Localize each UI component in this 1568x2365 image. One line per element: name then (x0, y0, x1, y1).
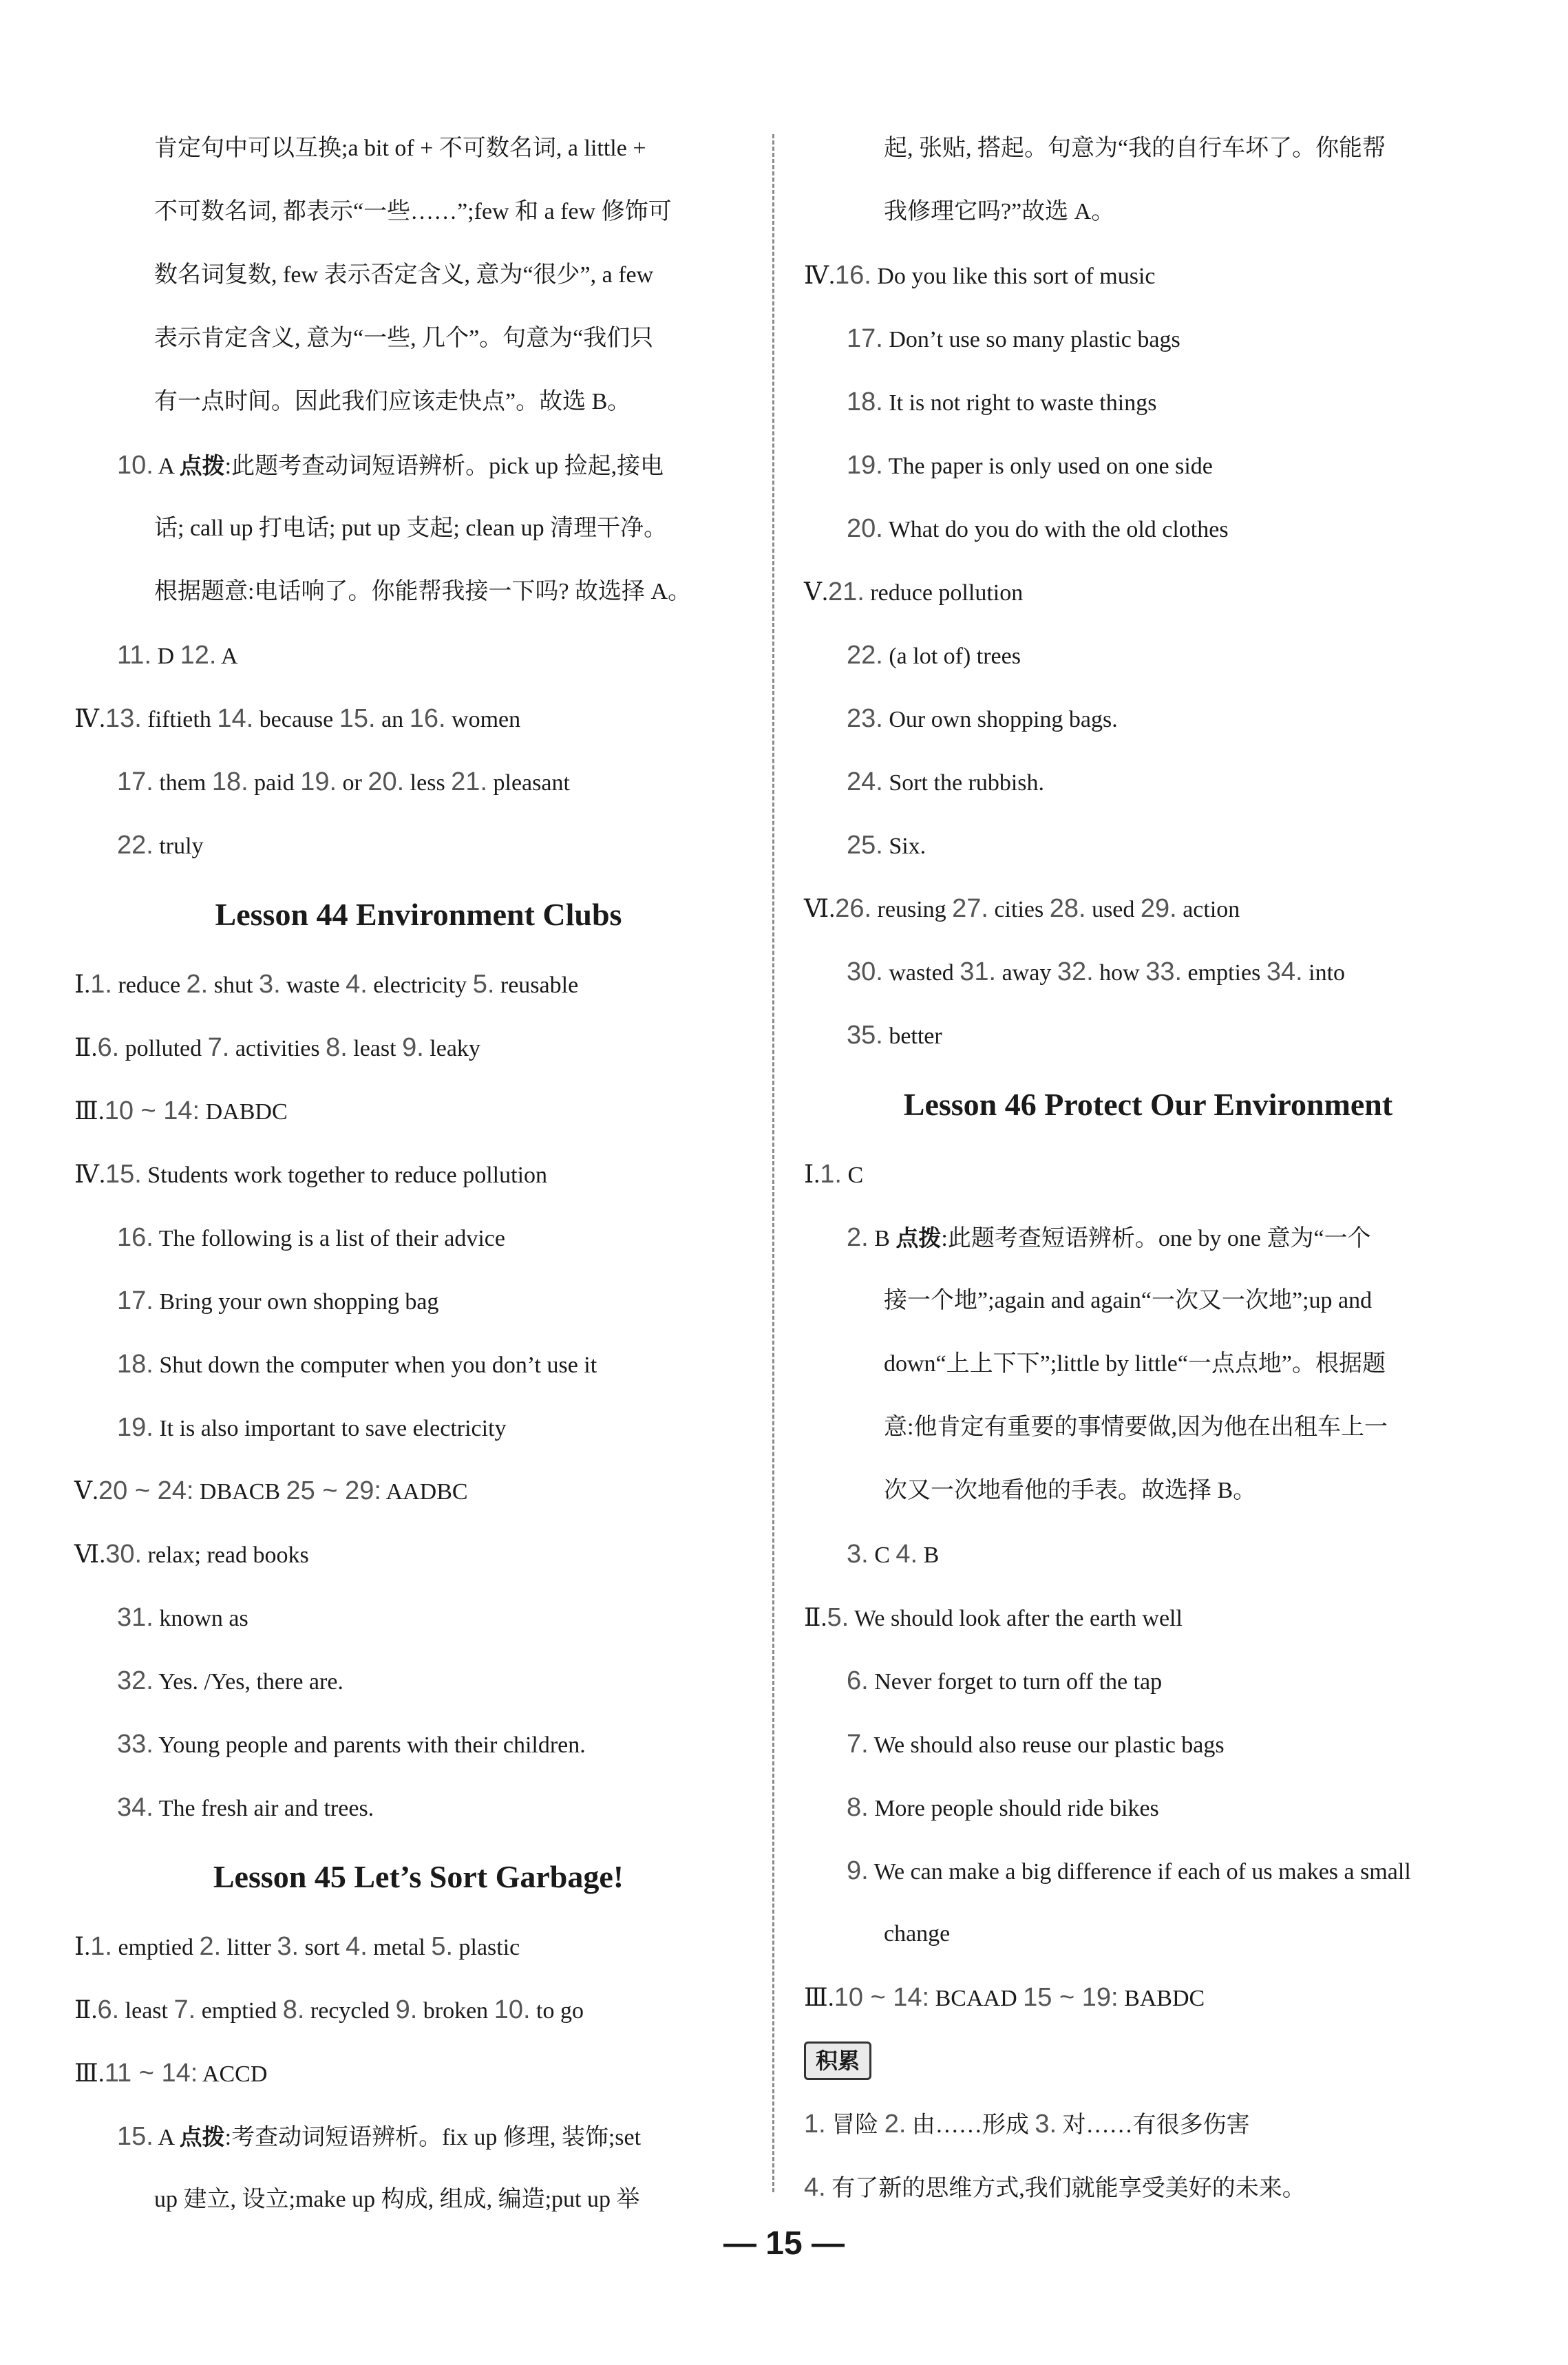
answer-text: reduce (112, 973, 187, 998)
answer-text-line: 有一点时间。因此我们应该走快点”。故选 B。 (154, 389, 631, 414)
answer-item (804, 370, 1492, 434)
answer-text: recycled (304, 1998, 396, 2024)
answer-text-line: down“上上下下”;little by little“一点点地”。根据题 (884, 1351, 1386, 1377)
item-number: 15 ~ 19: (1023, 1983, 1119, 2012)
answer-text: Don’t use so many plastic bags (882, 327, 1180, 352)
answer-text: We can make a big difference if each of us makes a small (868, 1859, 1411, 1885)
answer-text: Young people and parents with their children. (153, 1732, 586, 1758)
answer-text: What do you do with the old clothes (882, 517, 1229, 542)
answer-text: :此题考查短语辨析。one by one 意为“一个 (941, 1226, 1371, 1251)
section-numeral: Ⅰ. (804, 1160, 820, 1188)
item-number: 20. (368, 767, 405, 796)
item-number: 16. (409, 704, 446, 733)
answer-item (74, 1523, 763, 1586)
section-numeral: Ⅵ. (804, 895, 836, 922)
answer-text: leaky (423, 1036, 480, 1061)
answer-text: wasted (882, 960, 960, 986)
item-number: 31. (117, 1603, 153, 1632)
answer-text: 对……有很多伤害 (1057, 2112, 1250, 2138)
answer-text: The following is a list of their advice (153, 1226, 505, 1251)
item-number: 4. (804, 2173, 826, 2202)
answer-text-line: 肯定句中可以互换;a bit of + 不可数名词, a little + (154, 136, 646, 161)
lesson-heading: Lesson 46 Protect Our Environment (903, 1087, 1393, 1122)
answer-item (74, 1016, 763, 1079)
item-number: 7. (173, 1995, 196, 2024)
answer-text: truly (153, 834, 204, 859)
answer-text: pleasant (487, 770, 570, 796)
answer-text: less (404, 770, 452, 796)
answer-item (804, 814, 1492, 877)
item-number: 16. (117, 1223, 153, 1252)
answer-item (804, 1839, 1492, 1902)
answer-item (74, 814, 763, 877)
item-number: 29. (1140, 894, 1177, 923)
answer-item (804, 1712, 1492, 1776)
answer-text: waste (280, 973, 346, 998)
answer-text: better (882, 1024, 942, 1049)
answer-text: :此题考查动词短语辨析。pick up 捡起,接电 (224, 454, 664, 479)
tip-label: 点拨 (179, 2123, 225, 2150)
item-number: 3. (847, 1540, 869, 1569)
answer-item (804, 1586, 1492, 1649)
answer-text: shut (208, 973, 259, 998)
lesson-heading: Lesson 45 Let’s Sort Garbage! (213, 1859, 624, 1894)
answer-text: The fresh air and trees. (153, 1796, 374, 1821)
item-number: 12. (180, 641, 217, 670)
answer-text: ACCD (198, 2061, 268, 2087)
item-number: 35. (847, 1021, 883, 1050)
answer-item (804, 1004, 1492, 1067)
answer-text-line: up 建立, 设立;make up 构成, 组成, 编造;put up 举 (154, 2187, 640, 2212)
item-number: 5. (827, 1603, 849, 1632)
answer-text: BABDC (1118, 1986, 1205, 2011)
accumulate-tag: 积累 (804, 2041, 871, 2080)
item-number: 9. (395, 1995, 418, 2024)
section-numeral: Ⅳ. (74, 1160, 105, 1188)
answer-text: More people should ride bikes (868, 1796, 1159, 1821)
item-number: 23. (847, 704, 883, 733)
answer-text: metal (367, 1935, 432, 1960)
item-number: 22. (117, 831, 153, 860)
answer-item (804, 1523, 1492, 1586)
answer-text: AADBC (381, 1479, 468, 1505)
item-number: 17. (117, 1286, 153, 1315)
item-number: 7. (207, 1033, 230, 1062)
answer-text: C (841, 1163, 864, 1188)
item-number: 25. (847, 831, 883, 860)
answer-item (74, 687, 763, 750)
item-number: 1. (90, 1932, 112, 1961)
answer-item (74, 750, 763, 814)
item-number: 17. (847, 324, 883, 353)
item-number: 9. (402, 1033, 424, 1062)
item-number: 2. (847, 1223, 869, 1252)
item-number: 6. (847, 1666, 869, 1695)
answer-item (804, 687, 1492, 750)
answer-text: women (445, 707, 521, 732)
answer-text: It is not right to waste things (882, 390, 1157, 416)
item-number: 1. (804, 2110, 826, 2139)
item-number: 18. (847, 388, 883, 416)
answer-text: emptied (195, 1998, 283, 2024)
answer-item (804, 877, 1492, 940)
answer-text: Sort the rubbish. (882, 770, 1045, 796)
section-numeral: Ⅴ. (74, 1477, 98, 1505)
right-column (804, 117, 1492, 2219)
answer-text-line: 话; call up 打电话; put up 支起; clean up 清理干净。 (154, 516, 668, 541)
item-number: 20. (847, 514, 883, 543)
item-number: 21. (828, 577, 865, 606)
answer-text-line: 不可数名词, 都表示“一些……”;few 和 a few 修饰可 (154, 199, 672, 224)
answer-item (804, 1206, 1492, 1269)
answer-text: A (153, 454, 180, 479)
item-number: 10. (117, 451, 153, 480)
answer-text: to go (530, 1998, 584, 2024)
item-number: 15. (105, 1160, 142, 1189)
item-number: 19. (117, 1413, 153, 1442)
answer-item (74, 1649, 763, 1712)
answer-text: broken (417, 1998, 494, 2024)
item-number: 14. (217, 704, 254, 733)
answer-text: polluted (119, 1036, 208, 1061)
answer-item (804, 1966, 1492, 2029)
item-number: 18. (117, 1350, 153, 1379)
lesson-heading: Lesson 44 Environment Clubs (215, 897, 622, 932)
answer-item (74, 2105, 763, 2168)
answer-text: A (153, 2125, 180, 2150)
item-number: 33. (117, 1730, 153, 1759)
answer-item (74, 1978, 763, 2041)
answer-text: Students work together to reduce pollution (141, 1163, 548, 1188)
item-number: 31. (960, 957, 997, 986)
answer-text: B (868, 1226, 896, 1251)
item-number: 8. (282, 1995, 305, 2024)
item-number: 11 ~ 14: (104, 2059, 198, 2088)
item-number: 3. (258, 970, 281, 999)
answer-item (804, 497, 1492, 560)
answer-text-line: 数名词复数, few 表示否定含义, 意为“很少”, a few (154, 262, 654, 288)
section-numeral: Ⅰ. (74, 1933, 91, 1960)
answer-text: A (216, 644, 238, 669)
answer-text: how (1093, 960, 1146, 986)
answer-item (804, 624, 1492, 687)
answer-text: 有了新的思维方式,我们就能享受美好的未来。 (825, 2176, 1306, 2201)
item-number: 27. (952, 894, 988, 923)
section-numeral: Ⅱ. (74, 1996, 98, 2024)
item-number: 26. (835, 894, 872, 923)
page-number: — 15 — (723, 2225, 845, 2262)
section-numeral: Ⅲ. (74, 2059, 105, 2087)
section-numeral: Ⅰ. (74, 971, 91, 998)
answer-text-line: 接一个地”;again and again“一次又一次地”;up and (884, 1288, 1373, 1313)
answer-text: action (1176, 897, 1240, 922)
item-number: 18. (211, 767, 248, 796)
answer-item (74, 1776, 763, 1839)
item-number: 1. (90, 970, 112, 999)
item-number: 4. (896, 1540, 918, 1569)
item-number: 24. (847, 767, 883, 796)
answer-item (74, 624, 763, 687)
answer-text: Never forget to turn off the tap (868, 1669, 1163, 1695)
answer-text: known as (153, 1606, 248, 1631)
answer-text: electricity (367, 973, 473, 998)
item-number: 2. (186, 970, 209, 999)
answer-text: away (996, 960, 1057, 986)
answer-item (804, 1649, 1492, 1712)
answer-text: Shut down the computer when you don’t use it (153, 1353, 597, 1378)
answer-item (804, 2092, 1492, 2156)
answer-item (74, 434, 763, 497)
item-number: 19. (847, 451, 883, 480)
item-number: 32. (117, 1666, 153, 1695)
answer-text-line: 我修理它吗?”故选 A。 (884, 199, 1115, 224)
answer-text: 冒险 (825, 2112, 884, 2138)
item-number: 7. (847, 1730, 869, 1759)
answer-text: used (1085, 897, 1141, 922)
item-number: 25 ~ 29: (286, 1476, 381, 1505)
answer-item (804, 750, 1492, 814)
item-number: 16. (834, 261, 871, 290)
answer-text: Yes. /Yes, there are. (153, 1669, 343, 1695)
tip-label: 点拨 (179, 452, 225, 479)
item-number: 2. (199, 1932, 222, 1961)
section-numeral: Ⅳ. (804, 262, 835, 289)
item-number: 15. (339, 704, 376, 733)
answer-text-line: 次又一次地看他的手表。故选择 B。 (884, 1478, 1257, 1503)
item-number: 22. (847, 641, 883, 670)
answer-text: 由……形成 (906, 2112, 1035, 2138)
item-number: 10. (494, 1995, 531, 2024)
section-numeral: Ⅲ. (804, 1984, 834, 2011)
answer-text: C (868, 1542, 896, 1568)
answer-text: (a lot of) trees (882, 644, 1021, 669)
item-number: 4. (346, 1932, 368, 1961)
item-number: 10 ~ 14: (104, 1096, 200, 1125)
item-number: 5. (431, 1932, 454, 1961)
answer-item (804, 307, 1492, 370)
answer-text: relax; read books (142, 1542, 309, 1568)
answer-item (74, 1459, 763, 1523)
answer-text: Our own shopping bags. (882, 707, 1118, 732)
answer-text: activities (229, 1036, 326, 1061)
item-number: 5. (472, 970, 495, 999)
item-number: 3. (277, 1932, 299, 1961)
item-number: 10 ~ 14: (834, 1983, 930, 2012)
item-number: 1. (820, 1160, 842, 1189)
answer-text: least (119, 1998, 174, 2024)
answer-text: We should look after the earth well (849, 1606, 1183, 1631)
item-number: 6. (97, 1995, 120, 2024)
answer-text: reduce pollution (864, 580, 1024, 606)
section-numeral: Ⅱ. (74, 1034, 98, 1061)
answer-text-line: 表示肯定含义, 意为“一些, 几个”。句意为“我们只 (154, 326, 654, 351)
section-numeral: Ⅴ. (804, 578, 828, 606)
answer-item (74, 1586, 763, 1649)
answer-item (74, 1143, 763, 1206)
answer-text: into (1302, 960, 1346, 986)
answer-text: B (918, 1542, 940, 1568)
item-number: 30. (105, 1540, 142, 1569)
answer-text: them (153, 770, 212, 796)
item-number: 30. (847, 957, 883, 986)
answer-text-line: 根据题意:电话响了。你能帮我接一下吗? 故选择 A。 (154, 579, 692, 604)
section-numeral: Ⅲ. (74, 1097, 105, 1125)
answer-text: BCAAD (929, 1986, 1024, 2011)
item-number: 34. (1266, 957, 1303, 986)
answer-text: litter (221, 1935, 277, 1960)
answer-text-line: 意:他肯定有重要的事情要做,因为他在出租车上一 (884, 1414, 1388, 1440)
answer-text-line: change (884, 1921, 951, 1947)
item-number: 9. (847, 1856, 869, 1885)
answer-text: :考查动词短语辨析。fix up 修理, 装饰;set (224, 2125, 642, 2150)
answer-item (74, 1396, 763, 1459)
answer-item (804, 244, 1492, 307)
answer-text: DBACB (193, 1479, 286, 1505)
answer-item (804, 1776, 1492, 1839)
item-number: 8. (847, 1793, 869, 1822)
answer-item (804, 560, 1492, 624)
answer-text: Do you like this sort of music (871, 264, 1156, 289)
answer-text: emptied (112, 1935, 200, 1960)
answer-text: because (253, 707, 339, 732)
section-numeral: Ⅱ. (804, 1604, 827, 1631)
answer-text: Six. (882, 834, 926, 859)
answer-text: cities (988, 897, 1050, 922)
answer-text: paid (248, 770, 301, 796)
answer-item (804, 940, 1492, 1004)
answer-item (74, 2041, 763, 2105)
item-number: 6. (97, 1033, 120, 1062)
left-column (74, 117, 763, 2231)
answer-item (804, 1143, 1492, 1206)
answer-item (74, 1915, 763, 1978)
answer-text: Bring your own shopping bag (153, 1289, 439, 1315)
item-number: 17. (117, 767, 153, 796)
item-number: 2. (884, 2110, 907, 2139)
answer-item (804, 2156, 1492, 2219)
item-number: 20 ~ 24: (98, 1476, 194, 1505)
answer-text: empties (1182, 960, 1267, 986)
answer-text: DABDC (200, 1099, 288, 1125)
item-number: 3. (1035, 2110, 1057, 2139)
tip-label: 点拨 (896, 1224, 942, 1251)
answer-item (74, 1206, 763, 1269)
answer-item (74, 1333, 763, 1396)
answer-text: It is also important to save electricity (153, 1416, 507, 1441)
answer-item (74, 1269, 763, 1333)
answer-text: D (151, 644, 180, 669)
answer-item (74, 1712, 763, 1776)
answer-item (74, 953, 763, 1016)
answer-text: reusing (871, 897, 953, 922)
answer-item (804, 434, 1492, 497)
answer-text: sort (299, 1935, 346, 1960)
item-number: 21. (451, 767, 487, 796)
item-number: 4. (346, 970, 368, 999)
section-numeral: Ⅵ. (74, 1540, 106, 1568)
answer-text: least (347, 1036, 403, 1061)
item-number: 8. (326, 1033, 348, 1062)
answer-text: an (375, 707, 410, 732)
answer-text: or (337, 770, 368, 796)
item-number: 13. (105, 704, 142, 733)
item-number: 32. (1057, 957, 1094, 986)
answer-item (74, 1079, 763, 1143)
answer-text: We should also reuse our plastic bags (868, 1732, 1225, 1758)
answer-text: The paper is only used on one side (882, 454, 1213, 479)
item-number: 33. (1145, 957, 1183, 986)
item-number: 19. (300, 767, 337, 796)
column-divider (772, 134, 774, 2192)
answer-text: reusable (494, 973, 579, 998)
item-number: 34. (117, 1793, 153, 1822)
answer-text: plastic (453, 1935, 520, 1960)
answer-text: fiftieth (141, 707, 218, 732)
item-number: 15. (117, 2122, 153, 2151)
section-numeral: Ⅳ. (74, 705, 105, 732)
section-tag-row (804, 2029, 1492, 2092)
item-number: 11. (117, 641, 152, 670)
item-number: 28. (1049, 894, 1086, 923)
answer-text-line: 起, 张贴, 搭起。句意为“我的自行车坏了。你能帮 (884, 136, 1386, 161)
